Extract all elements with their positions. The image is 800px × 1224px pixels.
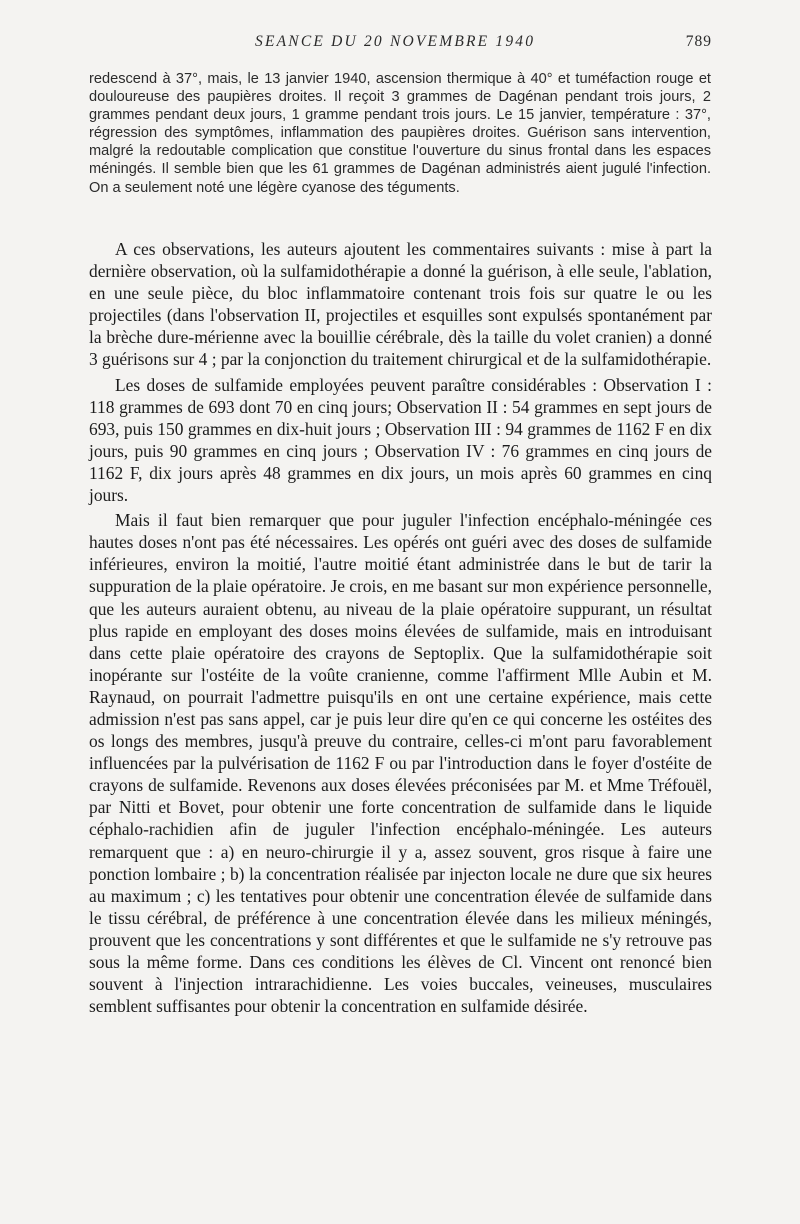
body-paragraph-1: A ces observations, les auteurs ajoutent les commentaires suivants : mise à part la dernière observation, où la sulfamidothérapie a donné la guérison, à elle seule, l'ablation, en une seule pièce, du bloc inflammatoire contenant trois fois sur quatre le ou les projectiles (dans l'observation II, projectiles et esquilles sont expulsés spontanément par la brèche dure-mérienne avec la bouillie cérébrale, dès la taille du volet cranien) a donné 3 guérisons sur 4 ; par la conjonction du traitement chirurgical et de la sulfamidothérapie. [89,239,712,370]
body-paragraph-3: Mais il faut bien remarquer que pour juguler l'infection encéphalo-méningée ces hautes doses n'ont pas été nécessaires. Les opérés ont guéri avec des doses de sulfamide inférieures, environ la moitié, l'autre moitié étant administrée dans le but de tarir la suppuration de la plaie opératoire. Je crois, en me basant sur mon expérience personnelle, que les auteurs auraient obtenu, au niveau de la plaie opératoire suppurant, un résultat plus rapide en employant des doses moins élevées de sulfamide, mais en introduisant dans cette plaie opératoire des crayons de Septoplix. Que la sulfamidothérapie soit inopérante sur l'ostéite de la voûte cranienne, comme l'affirment Mlle Aubin et M. Raynaud, on pourrait l'admettre puisqu'ils en ont une certaine expérience, mais cette admission n'est pas sans appel, car je puis leur dire qu'en ce qui concerne les ostéites des os longs des membres, jusqu'à preuve du contraire, celles-ci m'ont paru favorablement influencées par la pulvérisation de 1162 F ou par l'introduction dans le foyer d'ostéite de crayons de sulfamide. Revenons aux doses élevées préconisées par M. et Mme Tréfouël, par Nitti et Bovet, pour obtenir une forte concentration de sulfamide dans le liquide céphalo-rachidien afin de juguler l'infection encéphalo-méningée. Les auteurs remarquent que : a) en neuro-chirurgie il y a, assez souvent, gros risque à faire une ponction lombaire ; b) la concentration réalisée par injecton locale ne dure que six heures au maximum ; c) les tentatives pour obtenir une concentration élevée de sulfamide dans le tissu cérébral, de préférence à une concentration élevée dans les milieux méningés, prouvent que les concentrations y sont différentes et que le sulfamide ne s'y retrouve pas sous la même forme. Dans ces conditions les élèves de Cl. Vincent ont renoncé bien souvent à l'injection intrarachidienne. Les voies buccales, veineuses, musculaires semblent suffisantes pour obtenir la concentration en sulfamide désirée. [89,510,712,1017]
page-number: 789 [685,33,712,50]
running-head-title: SEANCE DU 20 NOVEMBRE 1940 [255,33,536,50]
commentary-body [89,238,712,1020]
case-report-continuation [89,70,711,197]
body-paragraph-2: Les doses de sulfamide employées peuvent paraître considérables : Observation I : 118 grammes de 693 dont 70 en cinq jours; Observation II : 54 grammes en sept jours de 693, puis 150 grammes en dix-huit jours ; Observation III : 94 grammes de 1162 F en dix jours, puis 90 grammes en cinq jours ; Observation IV : 76 grammes en cinq jours de 1162 F, dix jours après 48 grammes en dix jours, un mois après 60 grammes en cinq jours. [89,374,712,506]
small-print-paragraph: redescend à 37°, mais, le 13 janvier 1940, ascension thermique à 40° et tuméfaction rouge et douloureuse des paupières droites. Il reçoit 3 grammes de Dagénan pendant trois jours, 2 grammes pendant deux jours, 1 gramme pendant trois jours. Le 15 janvier, température : 37°, régression des symptômes, inflammation des paupières droites. Guérison sans intervention, malgré la redoutable complication que constitue l'ouverture du sinus frontal dans les espaces méningés. Il semble bien que les 61 grammes de Dagénan administrés aient jugulé l'infection. On a seulement noté une légère cyanose des téguments. [89,71,711,196]
